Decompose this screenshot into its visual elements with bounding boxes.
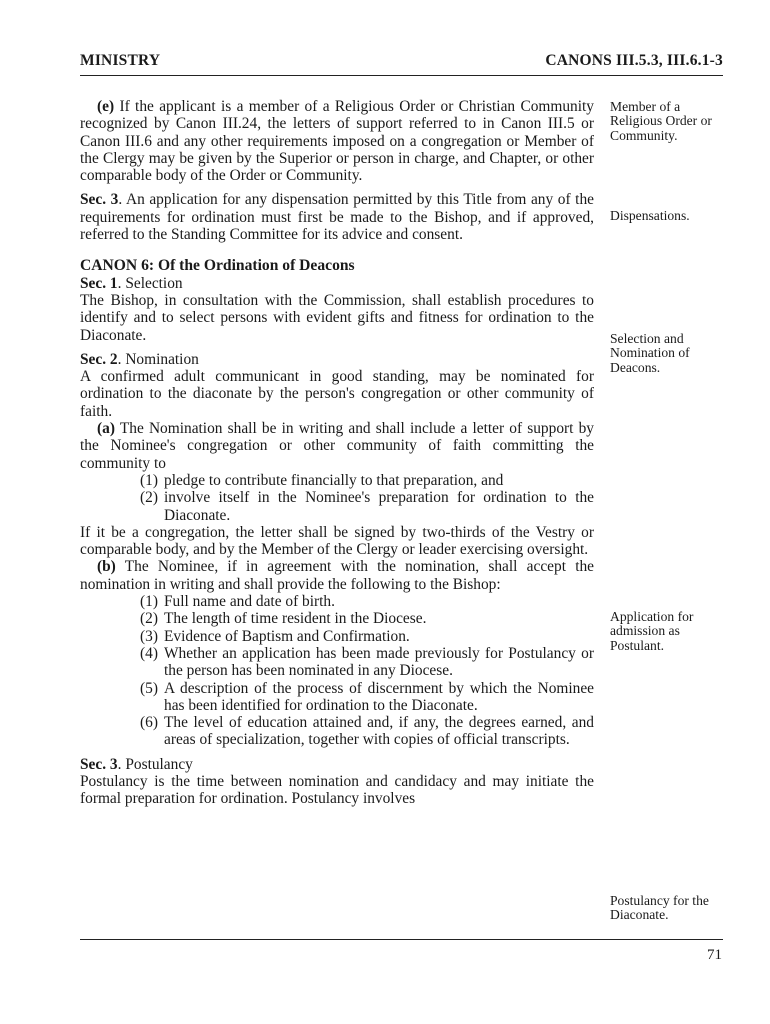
section-2-text: A confirmed adult communicant in good standing, may be nominated for ordination to the diaconate by the person's congregation or other community of faith. xyxy=(80,368,594,420)
main-text-column xyxy=(80,98,594,808)
list-item-number: (2) xyxy=(140,610,158,628)
list-item xyxy=(80,714,594,749)
page-number: 71 xyxy=(707,947,722,963)
list-item-number: (1) xyxy=(140,471,158,489)
list-item-text: involve itself in the Nominee's preparation for ordination to the Diaconate. xyxy=(164,489,594,524)
list-item xyxy=(80,628,594,645)
paragraph-e-text: If the applicant is a member of a Religious Order or Christian Community recognized by Canon III.24, the letters of support referred to in Canon III.5 or Canon III.6 and any other requirements imposed on a congregation or Member of the Clergy may be given by the Superior or person in charge, and Chapter, or other comparable body of the Order or Community. xyxy=(80,98,594,185)
paragraph-b-label: (b) xyxy=(97,558,116,576)
list-item-number: (4) xyxy=(140,644,158,662)
section-3-dispensations xyxy=(80,191,594,243)
list-item-number: (1) xyxy=(140,593,158,611)
section-1-title: . Selection xyxy=(117,274,183,292)
list-item-text: Whether an application has been made previously for Postulancy or the person has been nominated in any Diocese. xyxy=(164,644,594,680)
list-item-number: (6) xyxy=(140,714,158,732)
paragraph-b-text: The Nominee, if in agreement with the nomination, shall accept the nomination in writing and shall provide the following to the Bishop: xyxy=(80,558,594,593)
section-3-text: . An application for any dispensation permitted by this Title from any of the requirements for ordination must first be made to the Bishop, and if approved, referred to the Standing Committee for its advice and consent. xyxy=(80,191,594,244)
section-3-postulancy-label: Sec. 3 xyxy=(80,755,118,773)
paragraph-a-after: If it be a congregation, the letter shall be signed by two-thirds of the Vestry or comparable body, and by the Member of the Clergy or leader exercising oversight. xyxy=(80,523,594,559)
list-item xyxy=(80,593,594,610)
running-header xyxy=(80,52,723,70)
section-2-heading xyxy=(80,351,594,368)
footer-rule xyxy=(80,939,723,940)
list-item-text: The level of education attained and, if any, the degrees earned, and areas of specialization, together with copies of official transcripts. xyxy=(164,714,594,749)
list-item xyxy=(80,610,594,627)
section-1-text: The Bishop, in consultation with the Commission, shall establish procedures to identify and to select persons with evident gifts and fitness for ordination to the Diaconate. xyxy=(80,291,594,344)
canon-6-heading: CANON 6: Of the Ordination of Deacons xyxy=(80,257,355,275)
section-3-postulancy-heading xyxy=(80,756,594,773)
list-item-text: A description of the process of discernment by which the Nominee has been identified for ordination to the Diaconate. xyxy=(164,679,594,714)
paragraph-b xyxy=(80,558,594,593)
list-item-number: (3) xyxy=(140,627,158,645)
section-3-postulancy-title: . Postulancy xyxy=(117,755,193,773)
list-item-number: (5) xyxy=(140,679,158,697)
margin-note-dispensations: Dispensations. xyxy=(610,208,690,223)
list-item xyxy=(80,489,594,524)
section-1-label: Sec. 1 xyxy=(80,274,118,292)
paragraph-a-label: (a) xyxy=(97,420,115,438)
margin-note-religious-order: Member of a Religious Order or Community. xyxy=(610,99,712,143)
paragraph-a-text: The Nomination shall be in writing and shall include a letter of support by the Nominee's congregation or other community of faith committing the community to xyxy=(80,420,594,472)
list-item-number: (2) xyxy=(140,489,158,507)
list-item-text: Full name and date of birth. xyxy=(164,593,335,611)
section-3-label: Sec. 3 xyxy=(80,191,119,209)
list-item-text: The length of time resident in the Diocese. xyxy=(164,610,427,628)
list-item xyxy=(80,680,594,715)
paragraph-e-label: (e) xyxy=(97,98,115,115)
section-2-title: . Nomination xyxy=(117,350,199,368)
paragraph-e xyxy=(80,98,594,184)
margin-note-selection: Selection and Nomination of Deacons. xyxy=(610,331,690,375)
section-3-postulancy-text: Postulancy is the time between nomination and candidacy and may initiate the formal preparation for ordination. Postulancy involves xyxy=(80,772,594,808)
list-item xyxy=(80,472,594,489)
paragraph-a xyxy=(80,420,594,472)
section-2-label: Sec. 2 xyxy=(80,350,118,368)
header-canon-reference: CANONS III.5.3, III.6.1-3 xyxy=(545,52,723,69)
header-section-title: MINISTRY xyxy=(80,52,161,69)
list-item-text: pledge to contribute financially to that preparation, and xyxy=(164,471,504,489)
list-item xyxy=(80,645,594,680)
list-item-text: Evidence of Baptism and Confirmation. xyxy=(164,627,410,645)
header-rule xyxy=(80,75,723,76)
margin-note-postulancy: Postulancy for the Diaconate. xyxy=(610,893,709,923)
section-1-heading xyxy=(80,275,594,292)
margin-note-application: Application for admission as Postulant. xyxy=(610,609,694,653)
